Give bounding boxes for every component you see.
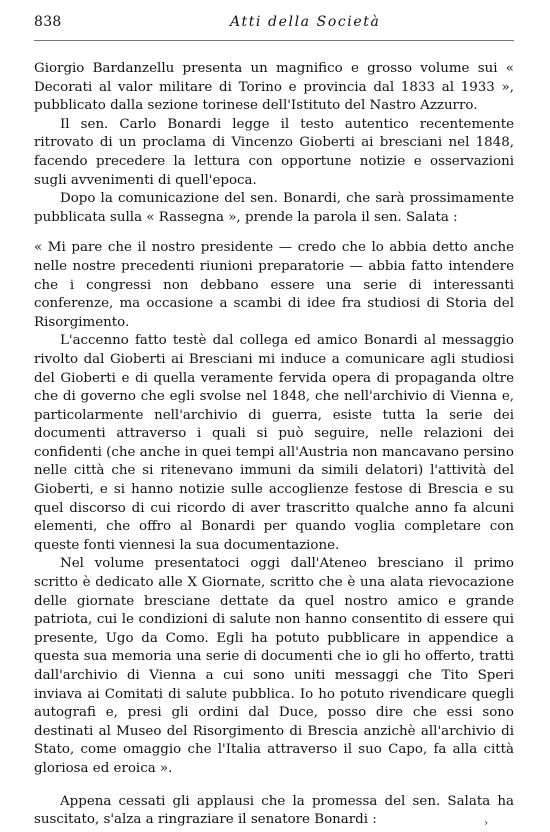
- paragraph-bonardi-proclama: Il sen. Carlo Bonardi legge il testo autentico recentemente ritrovato di un proclama di Vincenzo Gioberti ai bresciani nel 1848, facendo precedere la lettura con opportune notizie e osservazioni sugli avvenimenti di quell'epoca.: [34, 116, 514, 188]
- footer-mark: ›: [484, 818, 488, 829]
- page-header: [34, 14, 519, 36]
- page-number: 838: [34, 14, 62, 30]
- paragraph-salata-speech-1: « Mi pare che il nostro presidente — credo che lo abbia detto anche nelle nostre precedenti riunioni preparatorie — abbia fatto intendere che i congressi non debbano essere una serie di interessanti conferenze, ma occasione a scambi di idee fra studiosi di Storia del Risorgimento.: [34, 240, 514, 330]
- paragraph-applausi: Appena cessati gli applausi che la promessa del sen. Salata ha suscitato, s'alza a ringraziare il senatore Bonardi :: [34, 793, 514, 828]
- header-rule: [34, 40, 514, 41]
- paragraph-gap: [34, 227, 514, 239]
- running-title: Atti della Società: [230, 14, 381, 30]
- paragraph-gap: [34, 779, 514, 793]
- paragraph-salata-intro: Dopo la comunicazione del sen. Bonardi, che sarà prossimamente pubblicata sulla « Rassegna », prende la parola il sen. Salata :: [34, 191, 514, 225]
- paragraph-bardanzellu: Giorgio Bardanzellu presenta un magnifico e grosso volume sui « Decorati al valor militare di Torino e provincia dal 1833 al 1933 », pubblicato dalla sezione torinese dell'Istituto del Nastro Azzurro.: [34, 61, 514, 114]
- page-body: [34, 60, 514, 830]
- paragraph-salata-speech-2: L'accenno fatto testè dal collega ed amico Bonardi al messaggio rivolto dal Gioberti ai Bresciani mi induce a comunicare agli studiosi del Gioberti e di quella veramente fervida opera di propaganda oltre che di governo che egli svolse nel 1848, che nell'archivio di Vienna e, particolarmente nell'archivio di guerra, esiste tutta la serie dei documenti attraverso i quali si può seguire, nelle relazioni dei confidenti (che anche in quei tempi all'Austria non mancavano persino nelle città che si ritenevano immuni da simili delatori) l'attività del Gioberti, e si hanno notizie sulle accoglienze festose di Brescia e su quel discorso di cui ricordo di aver trascritto qualche anno fa alcuni elementi, che offro al Bonardi per quando voglia completare con queste fonti viennesi la sua documentazione.: [34, 333, 514, 553]
- paragraph-salata-speech-3: Nel volume presentatoci oggi dall'Ateneo bresciano il primo scritto è dedicato alle X Giornate, scritto che è una alata rievocazione delle giornate bresciane dettate da quel nostro amico e grande patriota, cui le condizioni di salute non hanno consentito di essere qui presente, Ugo da Como. Egli ha potuto pubblicare in appendice a questa sua memoria una serie di documenti che io gli ho offerto, tratti dall'archivio di Vienna a cui sono uniti messaggi che Tito Speri inviava ai Comitati di salute pubblica. Io ho potuto rivendicare quegli autografi e, presi gli ordini dal Duce, posso dire che essi sono destinati al Museo del Risorgimento di Brescia anzichè all'archivio di Stato, come omaggio che l'Italia attraverso il suo Capo, fa alla città gloriosa ed eroica ».: [34, 556, 514, 776]
